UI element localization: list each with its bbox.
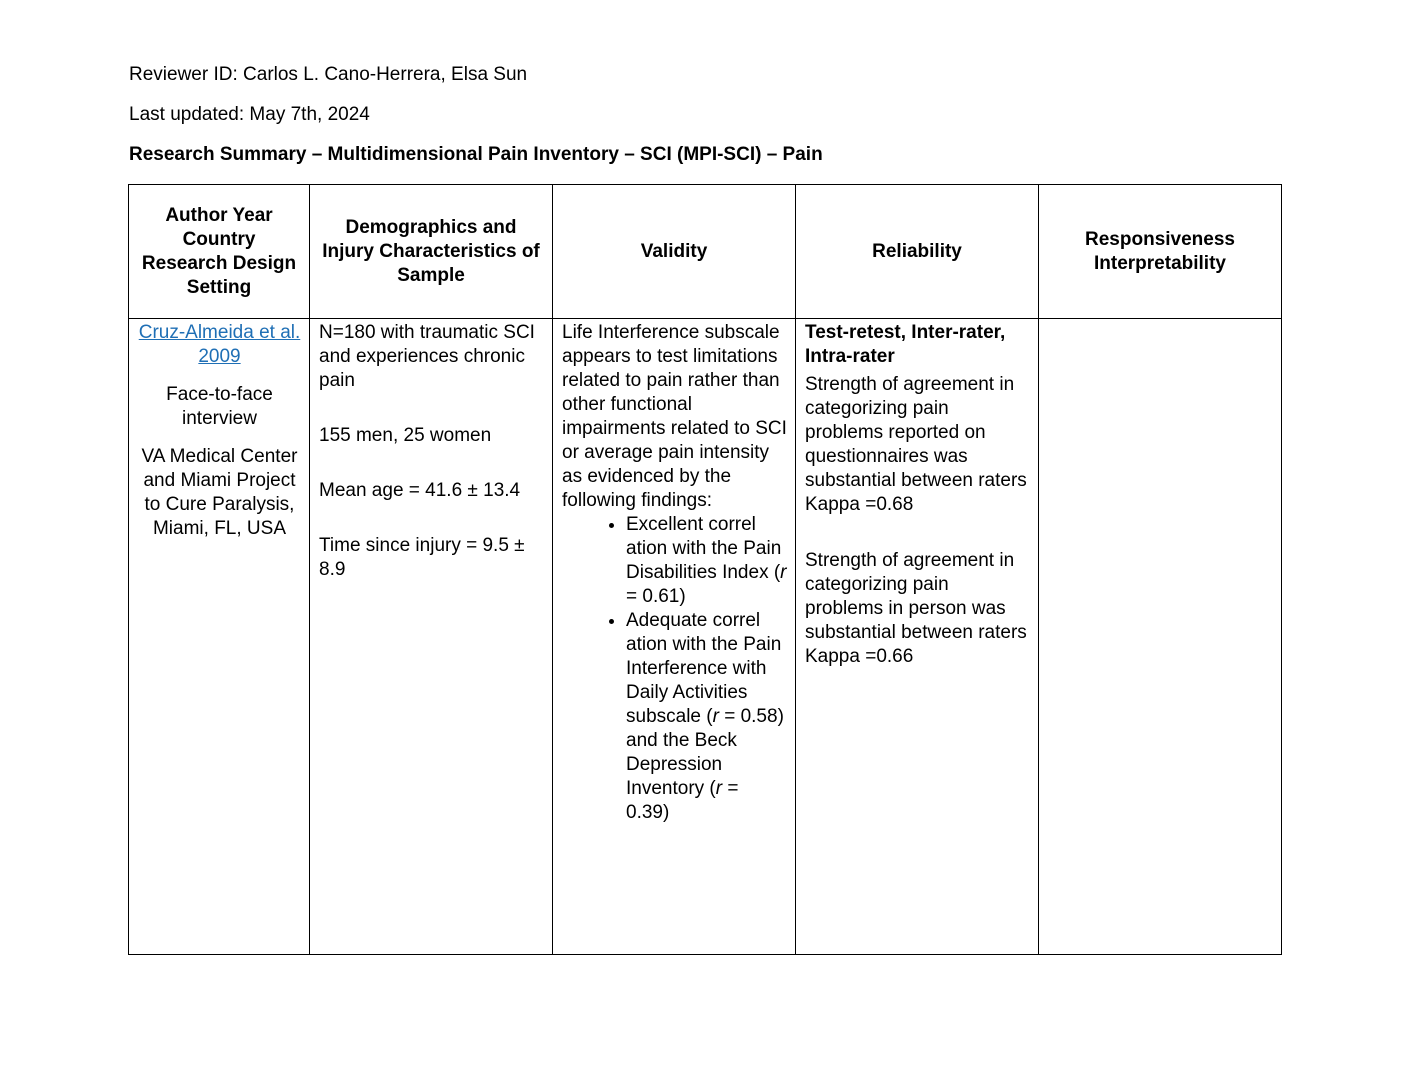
finding-text: = 0.58) and the Beck Depression Inventory ( xyxy=(626,706,784,799)
table-header-row xyxy=(129,185,1282,319)
reliability-finding: Strength of agreement in categorizing pain problems reported on questionnaires was substantial between raters Kappa =0.68 xyxy=(805,374,1027,515)
finding-value: = 0.61) xyxy=(626,586,686,607)
finding-text: Excellent correl ation with the Pain Disabilities Index ( xyxy=(626,514,782,583)
stat-symbol: r xyxy=(712,706,719,727)
validity-cell xyxy=(553,319,796,955)
stat-symbol: r xyxy=(715,778,723,799)
finding-value: = 0.39) xyxy=(626,778,739,823)
validity-intro: Life Interference subscale appears to test limitations related to pain rather than other functional impairments related to SCI or average pain intensity as evidenced by the following findings: xyxy=(562,322,787,511)
citation-link[interactable]: Cruz-Almeida et al. 2009 xyxy=(138,322,301,367)
reviewer-id: Reviewer ID: Carlos L. Cano-Herrera, Elsa Sun xyxy=(129,64,528,85)
reliability-cell xyxy=(796,319,1039,955)
validity-findings-list xyxy=(562,513,787,825)
reliability-finding: Strength of agreement in categorizing pain problems in person was substantial between raters Kappa =0.66 xyxy=(805,550,1027,667)
header-responsiveness-interpretability xyxy=(1039,185,1282,319)
stat-symbol: r xyxy=(780,562,787,583)
header-author-year: Author Year xyxy=(165,204,273,226)
header-author-year-country-design-setting xyxy=(129,185,310,319)
research-summary-table xyxy=(128,184,1282,955)
list-item xyxy=(626,609,787,825)
header-validity: Validity xyxy=(553,185,796,319)
header-interpretability: Interpretability xyxy=(1094,252,1226,274)
list-item xyxy=(626,513,787,609)
document-title: Research Summary – Multidimensional Pain Inventory – SCI (MPI-SCI) – Pain xyxy=(129,144,823,165)
study-setting: VA Medical Center and Miami Project to Cure Paralysis, Miami, FL, USA xyxy=(141,446,298,539)
header-reliability: Reliability xyxy=(796,185,1039,319)
header-demographics: Demographics and Injury Characteristics of Sample xyxy=(310,185,553,319)
last-updated: Last updated: May 7th, 2024 xyxy=(129,104,370,125)
table-row xyxy=(129,319,1282,955)
research-design: Face-to-face interview xyxy=(166,384,273,429)
time-since-injury: Time since injury = 9.5 ± 8.9 xyxy=(319,535,525,580)
demographics-cell xyxy=(310,319,553,955)
responsiveness-cell xyxy=(1039,319,1282,955)
reliability-heading: Test-retest, Inter-rater, Intra-rater xyxy=(805,322,1006,367)
study-cell xyxy=(129,319,310,955)
header-research-design: Research Design xyxy=(141,252,297,274)
header-country: Country xyxy=(182,228,256,250)
finding-text: Adequate correl ation with the Pain Interference with Daily Activities subscale ( xyxy=(626,610,782,727)
sex-distribution: 155 men, 25 women xyxy=(319,425,492,446)
header-responsiveness: Responsiveness xyxy=(1085,228,1235,250)
header-setting: Setting xyxy=(186,276,252,298)
mean-age: Mean age = 41.6 ± 13.4 xyxy=(319,480,521,501)
sample-size: N=180 with traumatic SCI and experiences chronic pain xyxy=(319,322,535,391)
